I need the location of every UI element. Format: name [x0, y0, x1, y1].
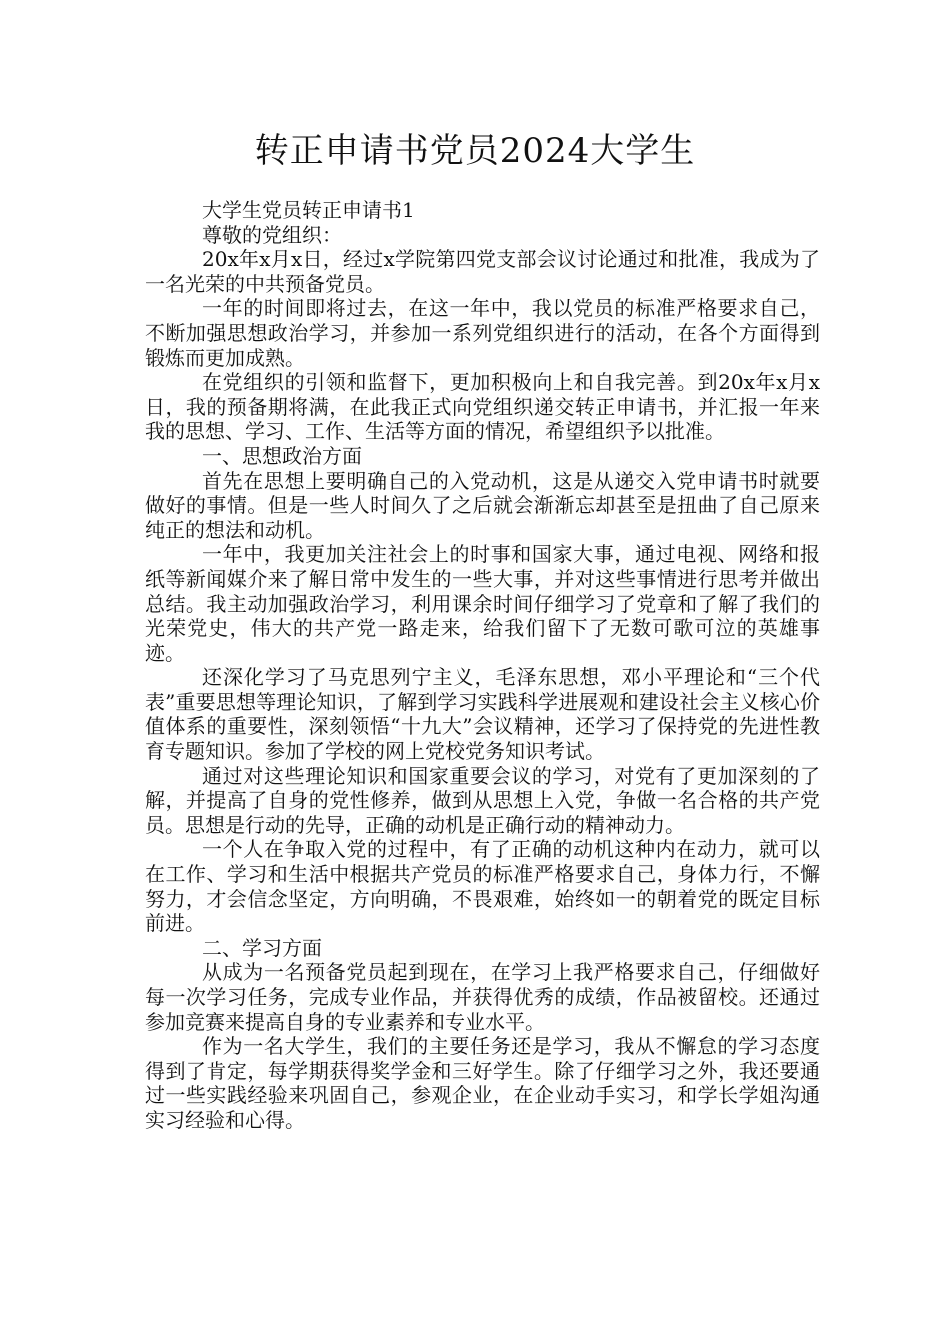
paragraph: 在党组织的引领和监督下，更加积极向上和自我完善。到20x年x月x日，我的预备期将满，在此我正式向党组织递交转正申请书，并汇报一年来我的思想、学习、工作、生活等方面的情况，希望组织予以批准。 — [145, 370, 820, 444]
document-body — [145, 198, 820, 1133]
paragraph: 通过对这些理论知识和国家重要会议的学习，对党有了更加深刻的了解，并提高了自身的党性修养，做到从思想上入党，争做一名合格的共产党员。思想是行动的先导，正确的动机是正确行动的精神动力。 — [145, 763, 820, 837]
paragraph: 作为一名大学生，我们的主要任务还是学习，我从不懈怠的学习态度得到了肯定，每学期获得奖学金和三好学生。除了仔细学习之外，我还要通过一些实践经验来巩固自己，参观企业，在企业动手实习，和学长学姐沟通实习经验和心得。 — [145, 1034, 820, 1132]
paragraph-salutation: 尊敬的党组织： — [202, 222, 342, 247]
paragraph: 还深化学习了马克思列宁主义，毛泽东思想，邓小平理论和“三个代表”重要思想等理论知识，了解到学习实践科学进展观和建设社会主义核心价值体系的重要性，深刻领悟“十九大”会议精神，还学习了保持党的先进性教育专题知识。参加了学校的网上党校党务知识考试。 — [145, 665, 820, 764]
paragraph: 从成为一名预备党员起到现在，在学习上我严格要求自己，仔细做好每一次学习任务，完成专业作品，并获得优秀的成绩，作品被留校。还通过参加竞赛来提高自身的专业素养和专业水平。 — [145, 960, 820, 1034]
paragraph: 首先在思想上要明确自己的入党动机，这是从递交入党申请书时就要做好的事情。但是一些人时间久了之后就会渐渐忘却甚至是扭曲了自己原来纯正的想法和动机。 — [145, 468, 820, 542]
document-title: 转正申请书党员2024大学生 — [254, 131, 696, 171]
paragraph: 20x年x月x日，经过x学院第四党支部会议讨论通过和批准，我成为了一名光荣的中共预备党员。 — [145, 247, 820, 296]
paragraph: 一年的时间即将过去，在这一年中，我以党员的标准严格要求自己，不断加强思想政治学习，并参加一系列党组织进行的活动，在各个方面得到锻炼而更加成熟。 — [145, 296, 820, 370]
paragraph: 一年中，我更加关注社会上的时事和国家大事，通过电视、网络和报纸等新闻媒介来了解日常中发生的一些大事，并对这些事情进行思考并做出总结。我主动加强政治学习，利用课余时间仔细学习了党章和了解了我们的光荣党史，伟大的共产党一路走来，给我们留下了无数可歌可泣的英雄事迹。 — [145, 542, 820, 665]
paragraph: 一个人在争取入党的过程中，有了正确的动机这种内在动力，就可以在工作、学习和生活中根据共产党员的标准严格要求自己，身体力行，不懈努力，才会信念坚定，方向明确，不畏艰难，始终如一的朝着党的既定目标前进。 — [145, 837, 820, 936]
paragraph-heading: 大学生党员转正申请书1 — [202, 198, 415, 222]
section-heading: 一、思想政治方面 — [202, 443, 362, 468]
section-heading: 二、学习方面 — [202, 935, 322, 960]
